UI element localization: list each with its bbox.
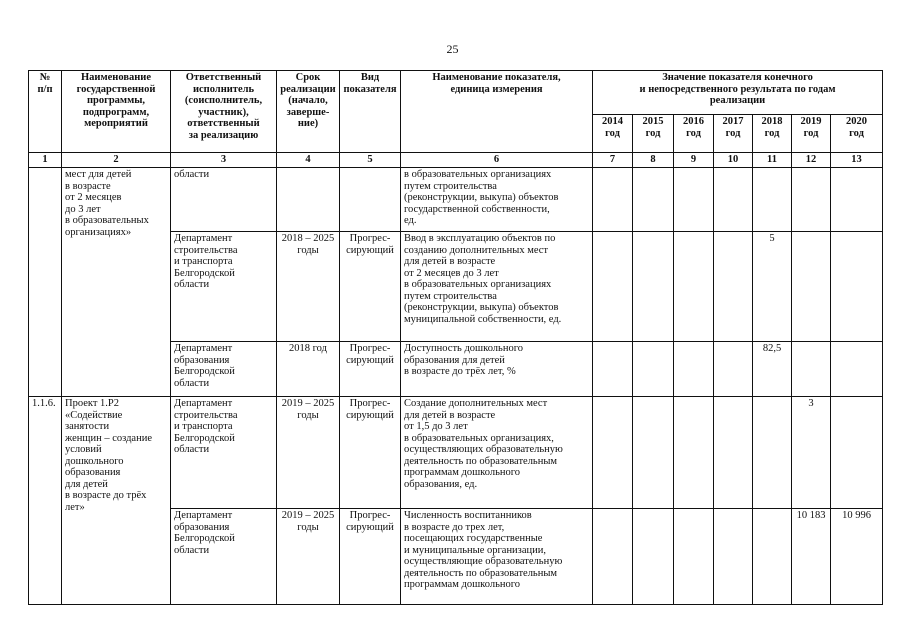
indicator-name-cell: Создание дополнительных мест для детей в возрасте от 1,5 до 3 лет в образовательных организациях, осуществляющих образовательную деятельность по образовательным программам дошкольного образования, ед.: [401, 397, 593, 509]
header-number: № п/п: [29, 71, 62, 153]
header-program-name: Наименование государственной программы, подпрограмм, мероприятий: [62, 71, 171, 153]
value-cell: [674, 168, 714, 232]
value-cell: [593, 509, 633, 605]
value-cell: [753, 509, 792, 605]
value-cell: [633, 397, 674, 509]
header-indicator-name: Наименование показателя, единица измерения: [401, 71, 593, 153]
value-cell: [753, 168, 792, 232]
value-cell: [831, 232, 883, 342]
responsible-cell: Департамент образования Белгородской области: [171, 342, 277, 397]
column-number: 7: [593, 153, 633, 168]
term-cell: 2019 – 2025 годы: [277, 509, 340, 605]
value-cell: [633, 342, 674, 397]
table-row: [29, 397, 883, 509]
value-cell: [831, 342, 883, 397]
column-number: 9: [674, 153, 714, 168]
page-number: 25: [446, 42, 459, 56]
header-term: Срок реализации (начало, заверше- ние): [277, 71, 340, 153]
indicator-type-cell: Прогрес- сирующий: [340, 232, 401, 342]
column-number: 2: [62, 153, 171, 168]
header-year: 2020 год: [831, 115, 883, 153]
value-cell: [753, 397, 792, 509]
column-number: 8: [633, 153, 674, 168]
value-cell: [633, 509, 674, 605]
responsible-cell: Департамент образования Белгородской области: [171, 509, 277, 605]
value-cell: [593, 342, 633, 397]
row-number: 1.1.6.: [29, 397, 62, 605]
header-values-group: Значение показателя конечного и непосредственного результата по годам реализации: [593, 71, 883, 115]
indicator-type-cell: Прогрес- сирующий: [340, 397, 401, 509]
indicator-name-cell: Ввод в эксплуатацию объектов по созданию дополнительных мест для детей в возрасте от 2 месяцев до 3 лет в образовательных организациях путем строительства (реконструкции, выкупа) объектов муниципальной собственности, ед.: [401, 232, 593, 342]
value-cell: [593, 168, 633, 232]
indicator-name-cell: Доступность дошкольного образования для детей в возрасте до трёх лет, %: [401, 342, 593, 397]
value-cell: [714, 168, 753, 232]
column-number: 6: [401, 153, 593, 168]
value-cell: [792, 168, 831, 232]
indicator-type-cell: [340, 168, 401, 232]
column-number: 4: [277, 153, 340, 168]
term-cell: 2018 – 2025 годы: [277, 232, 340, 342]
header-indicator-type: Вид показателя: [340, 71, 401, 153]
column-number: 13: [831, 153, 883, 168]
value-cell: [792, 232, 831, 342]
value-cell: [674, 232, 714, 342]
responsible-cell: области: [171, 168, 277, 232]
term-cell: [277, 168, 340, 232]
value-cell: [792, 342, 831, 397]
indicator-type-cell: Прогрес- сирующий: [340, 342, 401, 397]
value-cell: [714, 232, 753, 342]
column-number: 1: [29, 153, 62, 168]
column-number: 10: [714, 153, 753, 168]
header-year: 2014 год: [593, 115, 633, 153]
responsible-cell: Департамент строительства и транспорта Белгородской области: [171, 232, 277, 342]
value-cell: 10 183: [792, 509, 831, 605]
value-cell: [633, 168, 674, 232]
value-cell: 5: [753, 232, 792, 342]
header-year: 2018 год: [753, 115, 792, 153]
row-number: [29, 168, 62, 397]
column-number: 11: [753, 153, 792, 168]
term-cell: 2018 год: [277, 342, 340, 397]
value-cell: [714, 397, 753, 509]
program-name: мест для детей в возрасте от 2 месяцев до 3 лет в образовательных организациях»: [62, 168, 171, 397]
header-responsible: Ответственный исполнитель (соисполнитель, участник), ответственный за реализацию: [171, 71, 277, 153]
indicator-table: [28, 70, 883, 605]
value-cell: [593, 232, 633, 342]
term-cell: 2019 – 2025 годы: [277, 397, 340, 509]
header-year: 2015 год: [633, 115, 674, 153]
column-number: 3: [171, 153, 277, 168]
header-year: 2016 год: [674, 115, 714, 153]
value-cell: 3: [792, 397, 831, 509]
value-cell: 82,5: [753, 342, 792, 397]
value-cell: [674, 342, 714, 397]
column-number: 5: [340, 153, 401, 168]
value-cell: [714, 342, 753, 397]
program-name: Проект 1.Р2 «Содействие занятости женщин – создание условий дошкольного образования для детей в возрасте до трёх лет»: [62, 397, 171, 605]
value-cell: [831, 168, 883, 232]
value-cell: [674, 397, 714, 509]
value-cell: [714, 509, 753, 605]
table-row: [29, 168, 883, 232]
indicator-type-cell: Прогрес- сирующий: [340, 509, 401, 605]
value-cell: [674, 509, 714, 605]
value-cell: 10 996: [831, 509, 883, 605]
indicator-name-cell: в образовательных организациях путем строительства (реконструкции, выкупа) объектов государственной собственности, ед.: [401, 168, 593, 232]
value-cell: [593, 397, 633, 509]
indicator-name-cell: Численность воспитанников в возрасте до трех лет, посещающих государственные и муниципальные организации, осуществляющие образовательную деятельность по образовательным программам дошкольного: [401, 509, 593, 605]
value-cell: [831, 397, 883, 509]
header-year: 2017 год: [714, 115, 753, 153]
value-cell: [633, 232, 674, 342]
responsible-cell: Департамент строительства и транспорта Белгородской области: [171, 397, 277, 509]
header-year: 2019 год: [792, 115, 831, 153]
column-number: 12: [792, 153, 831, 168]
